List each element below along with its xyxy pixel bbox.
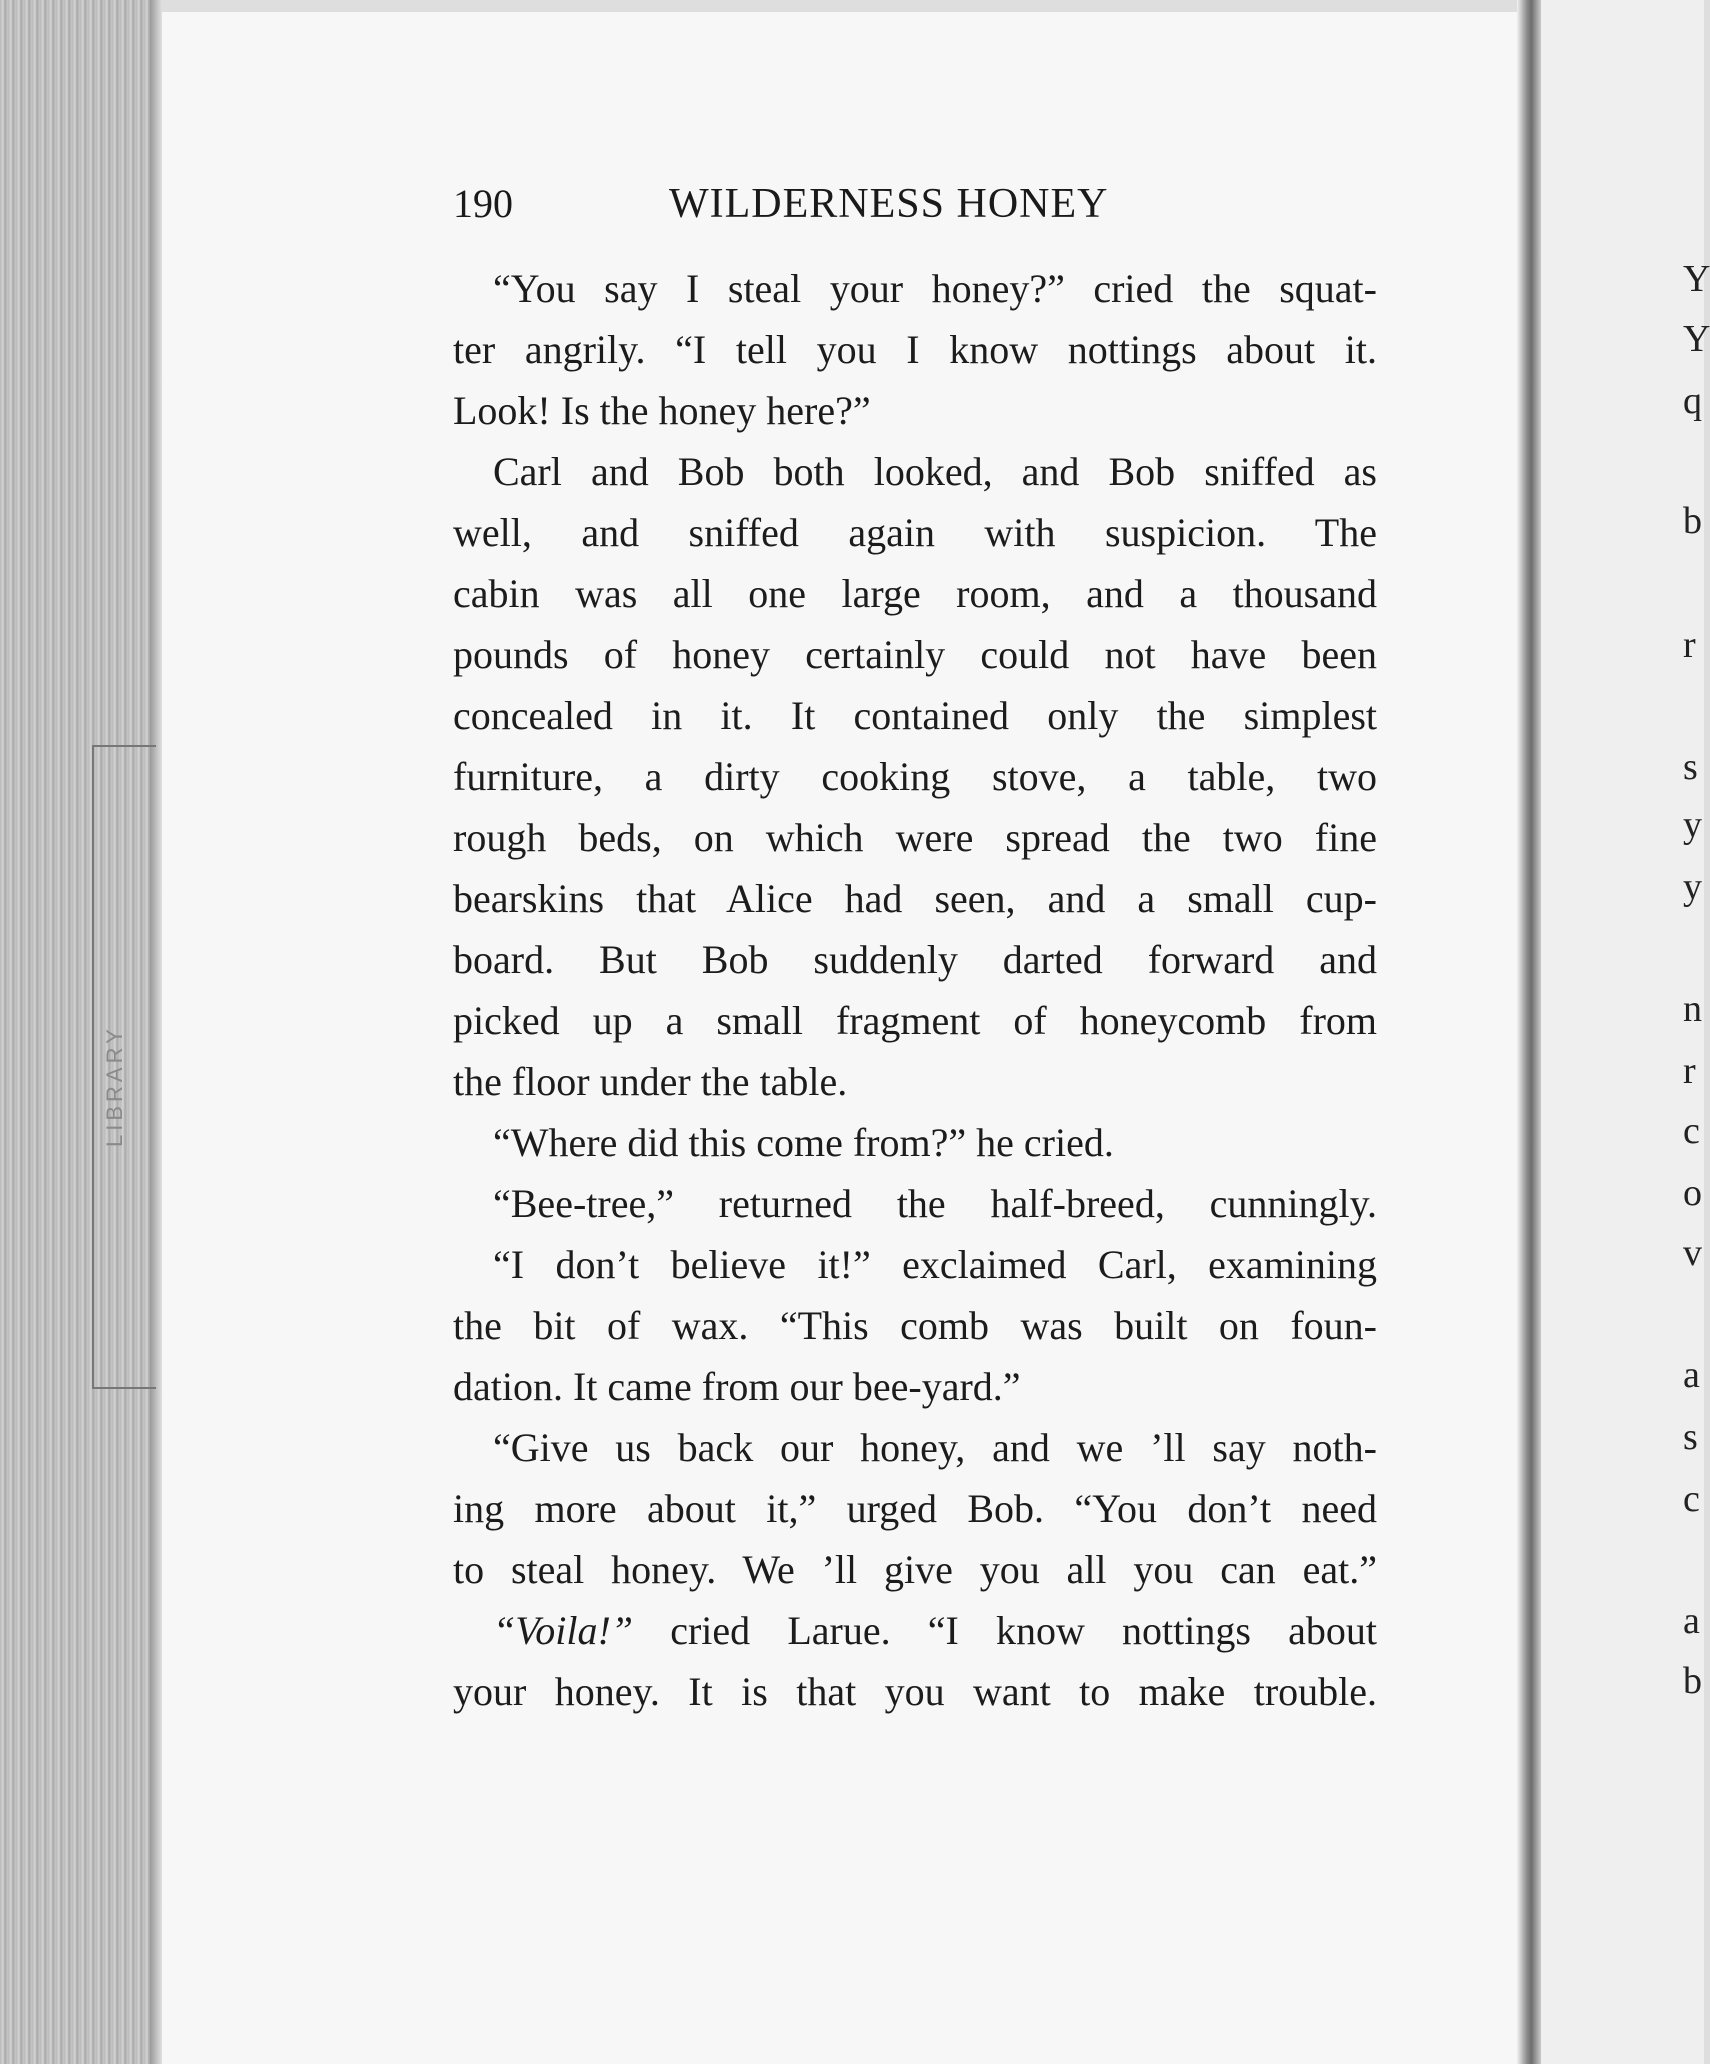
text-line: “Where did this come from?” he cried. (493, 1120, 1114, 1165)
text-line: board. But Bob suddenly darted forward and (453, 937, 1377, 982)
facing-page-letter: q (1683, 380, 1702, 422)
facing-page-letter: y (1683, 804, 1702, 846)
text-line: “I don’t believe it!” exclaimed Carl, examining (493, 1242, 1377, 1287)
facing-page-letter: Y (1683, 318, 1710, 360)
text-line: “Give us back our honey, and we ’ll say noth- (493, 1425, 1377, 1470)
text-line: Carl and Bob both looked, and Bob sniffed as (493, 449, 1377, 494)
facing-page-letter: r (1683, 624, 1696, 666)
facing-page-letter: s (1683, 746, 1698, 788)
running-head (453, 180, 1373, 240)
text-line: furniture, a dirty cooking stove, a table, two (453, 754, 1377, 799)
text-line-rest: cried Larue. “I know nottings about (670, 1608, 1378, 1653)
facing-page-letter: v (1683, 1232, 1702, 1274)
text-line (453, 1600, 1377, 1661)
text-line: dation. It came from our bee-yard.” (453, 1364, 1021, 1409)
text-line: the floor under the table. (453, 1059, 848, 1104)
italic-exclamation: “Voila!” (493, 1608, 634, 1653)
library-stamp-text: LIBRARY (102, 1025, 127, 1147)
page-body (453, 258, 1377, 1722)
text-line: Look! Is the honey here?” (453, 388, 871, 433)
facing-page-fragment (1541, 0, 1710, 2064)
facing-page-letter: c (1683, 1110, 1700, 1152)
facing-page-letter: n (1683, 988, 1702, 1030)
book-title: WILDERNESS HONEY (669, 181, 1109, 227)
book-gutter (1517, 0, 1541, 2064)
text-line: ing more about it,” urged Bob. “You don’t need (453, 1486, 1377, 1531)
text-line: the bit of wax. “This comb was built on foun- (453, 1303, 1377, 1348)
text-line: pounds of honey certainly could not have been (453, 632, 1377, 677)
text-line: well, and sniffed again with suspicion. The (453, 510, 1377, 555)
text-line: rough beds, on which were spread the two fine (453, 815, 1377, 860)
text-line: cabin was all one large room, and a thousand (453, 571, 1377, 616)
facing-page-letter: o (1683, 1172, 1702, 1214)
text-line: bearskins that Alice had seen, and a small cup- (453, 876, 1377, 921)
facing-page-letter: Y (1683, 258, 1710, 300)
facing-page-letter: y (1683, 866, 1702, 908)
facing-page-letter: r (1683, 1050, 1696, 1092)
text-line: “Bee-tree,” returned the half-breed, cunningly. (493, 1181, 1377, 1226)
facing-page-letter: c (1683, 1478, 1700, 1520)
facing-page-letter: a (1683, 1354, 1700, 1396)
page-number: 190 (453, 181, 513, 226)
text-line: to steal honey. We ’ll give you all you can eat.” (453, 1547, 1377, 1592)
library-stamp (92, 745, 156, 1389)
facing-page-letter: b (1683, 500, 1702, 542)
facing-page-letter: b (1683, 1660, 1702, 1702)
facing-page-letter: a (1683, 1600, 1700, 1642)
facing-page-letter: s (1683, 1416, 1698, 1458)
text-line: “You say I steal your honey?” cried the squat- (493, 266, 1377, 311)
text-line: your honey. It is that you want to make trouble. (453, 1669, 1377, 1714)
text-line: ter angrily. “I tell you I know nottings about it. (453, 327, 1377, 372)
text-line: picked up a small fragment of honeycomb from (453, 998, 1377, 1043)
text-line: concealed in it. It contained only the simplest (453, 693, 1377, 738)
